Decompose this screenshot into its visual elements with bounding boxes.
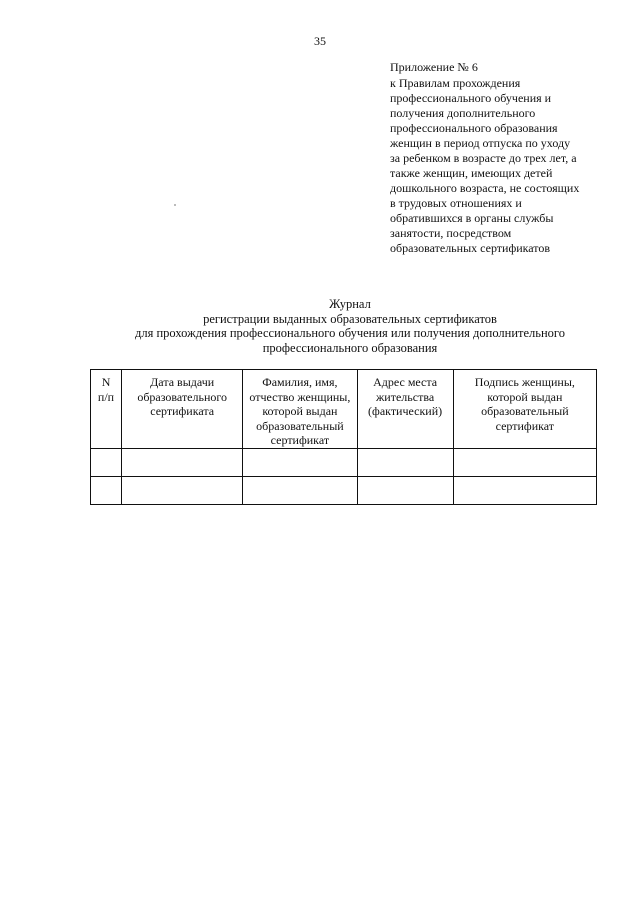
appendix-line: обратившихся в органы службы [390, 211, 554, 225]
header-text: сертификат [270, 433, 330, 447]
header-text: Адрес места [373, 375, 438, 389]
appendix-line: в трудовых отношениях и [390, 196, 522, 210]
table-cell [243, 477, 357, 505]
page-number: 35 [314, 34, 326, 48]
header-text: образовательный [481, 404, 569, 418]
header-issue-date [122, 370, 243, 449]
appendix-line: к Правилам прохождения [390, 76, 521, 90]
registration-table [90, 369, 597, 505]
header-text: Дата выдачи [150, 375, 215, 389]
appendix-line: женщин в период отпуска по уходу [390, 136, 571, 150]
header-text: образовательный [256, 418, 344, 433]
journal-subtitle-line: регистрации выданных образовательных сертификатов [203, 311, 497, 326]
journal-heading [80, 297, 620, 355]
header-text: сертификат [495, 418, 555, 433]
appendix-block [390, 60, 605, 256]
appendix-line: дошкольного возраста, не состоящих [390, 181, 580, 195]
table-row [91, 477, 597, 505]
table-header-row [91, 370, 597, 449]
appendix-line: получения дополнительного [390, 106, 536, 120]
table-cell [453, 449, 596, 477]
table-cell [357, 449, 453, 477]
journal-subtitle-line: профессионального образования [262, 340, 438, 355]
table-cell [122, 449, 243, 477]
journal-title: Журнал [329, 297, 371, 311]
header-signature [453, 370, 596, 449]
appendix-line: образовательных сертификатов [390, 241, 551, 255]
table-cell [91, 477, 122, 505]
table-row [91, 449, 597, 477]
table-cell [357, 477, 453, 505]
table-cell [453, 477, 596, 505]
appendix-line: за ребенком в возрасте до трех лет, а [390, 151, 577, 165]
appendix-line: профессионального образования [390, 121, 558, 135]
appendix-line: занятости, посредством [390, 226, 512, 240]
header-text: которой выдан [262, 404, 338, 418]
header-text: отчество женщины, [249, 389, 351, 404]
journal-subtitle-line: для прохождения профессионального обучения или получения дополнительного [135, 326, 565, 340]
scan-artifact [174, 204, 176, 206]
header-text: (фактический) [368, 404, 443, 418]
appendix-line: профессионального обучения и [390, 91, 552, 105]
header-number [91, 370, 122, 449]
header-text: жительства [376, 389, 435, 404]
header-address [357, 370, 453, 449]
header-text: Фамилия, имя, [262, 375, 338, 389]
header-text: п/п [97, 389, 115, 404]
table-cell [122, 477, 243, 505]
table-cell [243, 449, 357, 477]
table-cell [91, 449, 122, 477]
header-text: Подпись женщины, [474, 375, 575, 389]
appendix-line: также женщин, имеющих детей [390, 166, 553, 180]
header-text: N [101, 375, 111, 389]
header-text: сертификата [150, 404, 215, 418]
appendix-title: Приложение № 6 [390, 60, 478, 74]
header-text: образовательного [137, 389, 228, 404]
header-full-name [243, 370, 357, 449]
header-text: которой выдан [487, 389, 563, 404]
